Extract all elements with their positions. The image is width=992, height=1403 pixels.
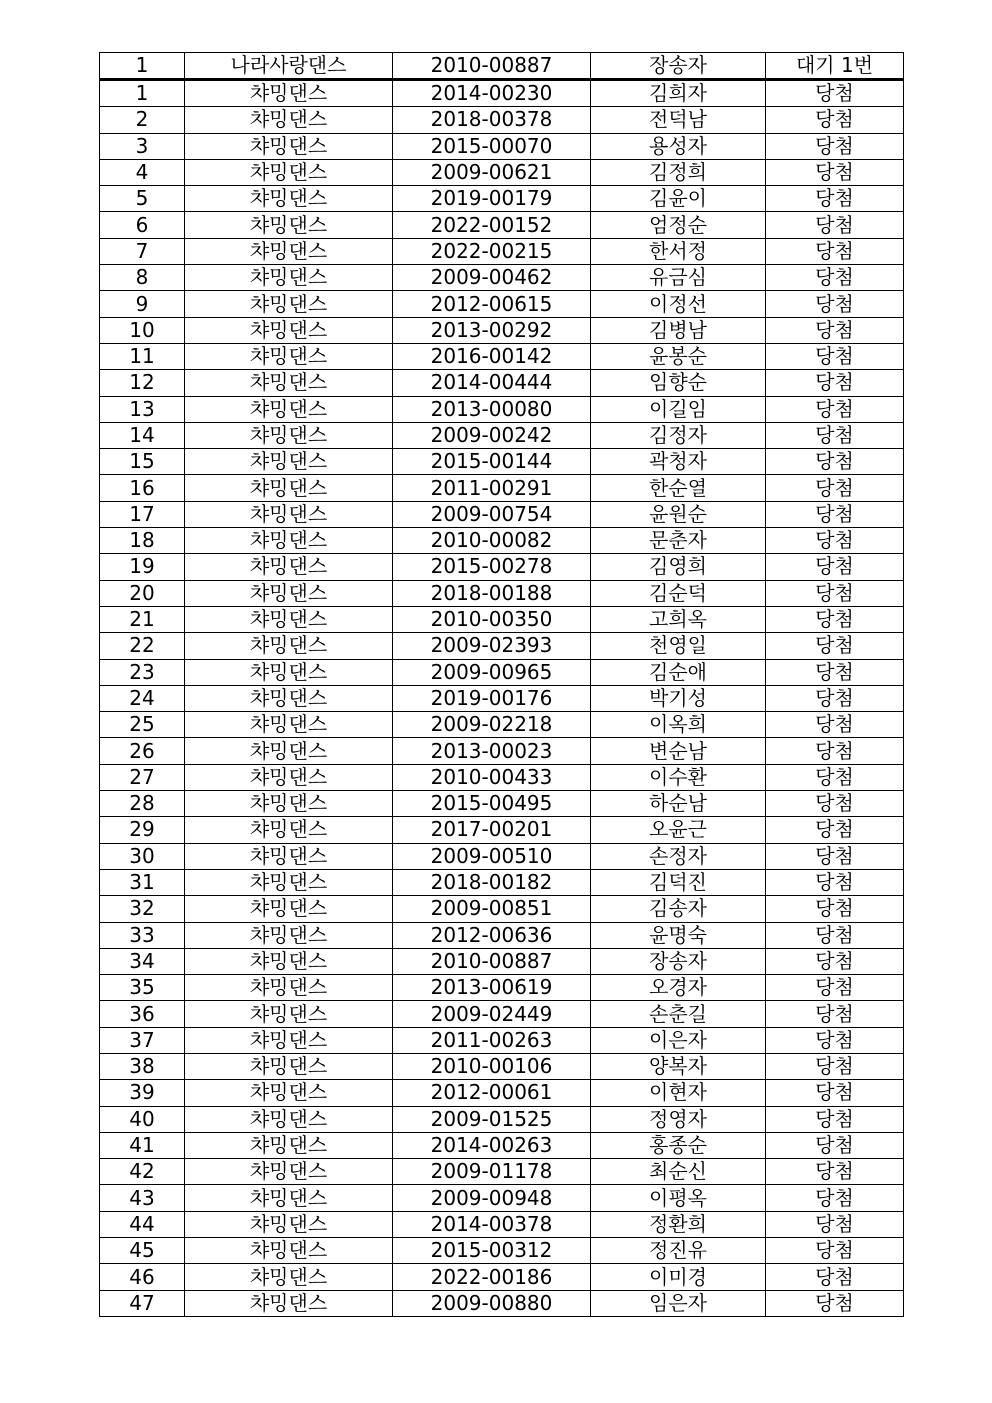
table-row	[100, 1159, 904, 1185]
cell-name: 김송자	[591, 896, 766, 922]
table-row	[100, 528, 904, 554]
cell-no: 35	[100, 975, 185, 1001]
table-row	[100, 948, 904, 974]
table-row	[100, 212, 904, 238]
cell-member-id: 2018-00188	[393, 580, 591, 606]
cell-no: 12	[100, 370, 185, 396]
cell-no: 38	[100, 1053, 185, 1079]
cell-no: 1	[100, 80, 185, 107]
table-row	[100, 1264, 904, 1290]
cell-name: 곽청자	[591, 449, 766, 475]
cell-club: 챠밍댄스	[185, 843, 393, 869]
cell-no: 17	[100, 501, 185, 527]
cell-club: 챠밍댄스	[185, 554, 393, 580]
cell-club: 챠밍댄스	[185, 1211, 393, 1237]
cell-name: 윤봉순	[591, 343, 766, 369]
cell-no: 33	[100, 922, 185, 948]
cell-member-id: 2015-00312	[393, 1238, 591, 1264]
cell-name: 오경자	[591, 975, 766, 1001]
cell-result: 당첨	[766, 738, 904, 764]
table-row	[100, 291, 904, 317]
cell-member-id: 2022-00215	[393, 238, 591, 264]
cell-member-id: 2013-00292	[393, 317, 591, 343]
cell-result: 당첨	[766, 554, 904, 580]
cell-result: 당첨	[766, 1211, 904, 1237]
cell-member-id: 2010-00887	[393, 53, 591, 80]
cell-no: 19	[100, 554, 185, 580]
cell-name: 하순남	[591, 791, 766, 817]
table-row	[100, 975, 904, 1001]
cell-result: 당첨	[766, 133, 904, 159]
cell-club: 챠밍댄스	[185, 606, 393, 632]
cell-member-id: 2010-00433	[393, 764, 591, 790]
cell-name: 윤원순	[591, 501, 766, 527]
cell-no: 30	[100, 843, 185, 869]
table-row	[100, 422, 904, 448]
cell-result: 당첨	[766, 265, 904, 291]
cell-name: 김순덕	[591, 580, 766, 606]
cell-name: 임향순	[591, 370, 766, 396]
cell-result: 당첨	[766, 1290, 904, 1316]
cell-name: 이옥희	[591, 712, 766, 738]
cell-result: 대기 1번	[766, 53, 904, 80]
cell-result: 당첨	[766, 791, 904, 817]
cell-club: 챠밍댄스	[185, 186, 393, 212]
cell-member-id: 2012-00615	[393, 291, 591, 317]
cell-result: 당첨	[766, 1185, 904, 1211]
cell-member-id: 2011-00263	[393, 1027, 591, 1053]
cell-no: 4	[100, 159, 185, 185]
waitlist-row	[100, 53, 904, 80]
cell-member-id: 2009-00510	[393, 843, 591, 869]
cell-member-id: 2010-00082	[393, 528, 591, 554]
cell-name: 유금심	[591, 265, 766, 291]
cell-name: 윤명숙	[591, 922, 766, 948]
cell-name: 이정선	[591, 291, 766, 317]
table-row	[100, 922, 904, 948]
table-row	[100, 449, 904, 475]
cell-no: 8	[100, 265, 185, 291]
cell-member-id: 2009-01178	[393, 1159, 591, 1185]
cell-no: 21	[100, 606, 185, 632]
table-row	[100, 1106, 904, 1132]
lottery-result-table	[99, 52, 904, 1317]
cell-no: 29	[100, 817, 185, 843]
cell-no: 39	[100, 1080, 185, 1106]
table-row	[100, 501, 904, 527]
cell-name: 정영자	[591, 1106, 766, 1132]
cell-result: 당첨	[766, 843, 904, 869]
cell-result: 당첨	[766, 896, 904, 922]
cell-member-id: 2009-00462	[393, 265, 591, 291]
cell-no: 20	[100, 580, 185, 606]
cell-no: 40	[100, 1106, 185, 1132]
cell-club: 챠밍댄스	[185, 317, 393, 343]
cell-name: 고희옥	[591, 606, 766, 632]
cell-name: 한서정	[591, 238, 766, 264]
cell-result: 당첨	[766, 948, 904, 974]
cell-no: 25	[100, 712, 185, 738]
cell-no: 2	[100, 107, 185, 133]
cell-member-id: 2009-00242	[393, 422, 591, 448]
cell-no: 7	[100, 238, 185, 264]
cell-member-id: 2013-00080	[393, 396, 591, 422]
table-row	[100, 343, 904, 369]
cell-name: 정진유	[591, 1238, 766, 1264]
cell-no: 6	[100, 212, 185, 238]
cell-member-id: 2014-00444	[393, 370, 591, 396]
cell-name: 김덕진	[591, 869, 766, 895]
cell-club: 챠밍댄스	[185, 238, 393, 264]
cell-member-id: 2022-00152	[393, 212, 591, 238]
cell-no: 34	[100, 948, 185, 974]
table-row	[100, 659, 904, 685]
cell-member-id: 2010-00106	[393, 1053, 591, 1079]
cell-result: 당첨	[766, 1053, 904, 1079]
table-row	[100, 186, 904, 212]
cell-club: 챠밍댄스	[185, 922, 393, 948]
cell-member-id: 2013-00023	[393, 738, 591, 764]
cell-member-id: 2011-00291	[393, 475, 591, 501]
cell-result: 당첨	[766, 422, 904, 448]
cell-club: 챠밍댄스	[185, 265, 393, 291]
table-row	[100, 159, 904, 185]
table-row	[100, 396, 904, 422]
cell-club: 챠밍댄스	[185, 975, 393, 1001]
cell-result: 당첨	[766, 869, 904, 895]
table-row	[100, 133, 904, 159]
cell-member-id: 2009-01525	[393, 1106, 591, 1132]
cell-name: 이길임	[591, 396, 766, 422]
cell-member-id: 2009-02218	[393, 712, 591, 738]
cell-club: 챠밍댄스	[185, 449, 393, 475]
cell-no: 24	[100, 685, 185, 711]
cell-result: 당첨	[766, 159, 904, 185]
cell-no: 26	[100, 738, 185, 764]
cell-club: 챠밍댄스	[185, 159, 393, 185]
cell-club: 챠밍댄스	[185, 1027, 393, 1053]
cell-club: 챠밍댄스	[185, 212, 393, 238]
cell-no: 16	[100, 475, 185, 501]
table-row	[100, 1211, 904, 1237]
cell-no: 43	[100, 1185, 185, 1211]
table-row	[100, 80, 904, 107]
cell-member-id: 2009-00948	[393, 1185, 591, 1211]
cell-result: 당첨	[766, 1132, 904, 1158]
cell-club: 챠밍댄스	[185, 817, 393, 843]
cell-result: 당첨	[766, 80, 904, 107]
cell-result: 당첨	[766, 975, 904, 1001]
table-row	[100, 633, 904, 659]
cell-no: 14	[100, 422, 185, 448]
table-row	[100, 1001, 904, 1027]
cell-member-id: 2018-00378	[393, 107, 591, 133]
cell-name: 김윤이	[591, 186, 766, 212]
cell-no: 27	[100, 764, 185, 790]
cell-club: 챠밍댄스	[185, 764, 393, 790]
table-row	[100, 1132, 904, 1158]
cell-name: 이평옥	[591, 1185, 766, 1211]
table-row	[100, 238, 904, 264]
table-row	[100, 370, 904, 396]
table-row	[100, 1080, 904, 1106]
cell-club: 챠밍댄스	[185, 396, 393, 422]
cell-result: 당첨	[766, 1264, 904, 1290]
cell-no: 47	[100, 1290, 185, 1316]
cell-member-id: 2012-00636	[393, 922, 591, 948]
cell-member-id: 2022-00186	[393, 1264, 591, 1290]
cell-member-id: 2016-00142	[393, 343, 591, 369]
cell-club: 챠밍댄스	[185, 1159, 393, 1185]
cell-result: 당첨	[766, 1238, 904, 1264]
cell-no: 15	[100, 449, 185, 475]
cell-no: 45	[100, 1238, 185, 1264]
cell-name: 이은자	[591, 1027, 766, 1053]
cell-name: 박기성	[591, 685, 766, 711]
cell-club: 챠밍댄스	[185, 1053, 393, 1079]
cell-member-id: 2014-00263	[393, 1132, 591, 1158]
cell-result: 당첨	[766, 922, 904, 948]
cell-club: 챠밍댄스	[185, 422, 393, 448]
cell-member-id: 2009-00754	[393, 501, 591, 527]
cell-no: 1	[100, 53, 185, 80]
cell-name: 한순열	[591, 475, 766, 501]
cell-name: 임은자	[591, 1290, 766, 1316]
cell-result: 당첨	[766, 291, 904, 317]
cell-club: 챠밍댄스	[185, 370, 393, 396]
cell-name: 장송자	[591, 53, 766, 80]
cell-result: 당첨	[766, 606, 904, 632]
cell-club: 챠밍댄스	[185, 528, 393, 554]
cell-member-id: 2009-00851	[393, 896, 591, 922]
cell-member-id: 2014-00230	[393, 80, 591, 107]
cell-member-id: 2015-00495	[393, 791, 591, 817]
cell-result: 당첨	[766, 370, 904, 396]
cell-result: 당첨	[766, 107, 904, 133]
cell-member-id: 2019-00179	[393, 186, 591, 212]
cell-member-id: 2009-02449	[393, 1001, 591, 1027]
cell-result: 당첨	[766, 212, 904, 238]
table-row	[100, 791, 904, 817]
cell-result: 당첨	[766, 1106, 904, 1132]
cell-club: 챠밍댄스	[185, 633, 393, 659]
cell-result: 당첨	[766, 580, 904, 606]
table-row	[100, 817, 904, 843]
table-row	[100, 869, 904, 895]
table-row	[100, 1185, 904, 1211]
cell-member-id: 2019-00176	[393, 685, 591, 711]
cell-result: 당첨	[766, 1027, 904, 1053]
cell-club: 챠밍댄스	[185, 580, 393, 606]
cell-no: 42	[100, 1159, 185, 1185]
cell-club: 챠밍댄스	[185, 869, 393, 895]
cell-name: 오윤근	[591, 817, 766, 843]
table-row	[100, 606, 904, 632]
cell-name: 최순신	[591, 1159, 766, 1185]
cell-result: 당첨	[766, 449, 904, 475]
cell-club: 챠밍댄스	[185, 1185, 393, 1211]
cell-no: 13	[100, 396, 185, 422]
cell-result: 당첨	[766, 343, 904, 369]
cell-member-id: 2017-00201	[393, 817, 591, 843]
cell-result: 당첨	[766, 659, 904, 685]
cell-no: 23	[100, 659, 185, 685]
table-row	[100, 317, 904, 343]
cell-club: 챠밍댄스	[185, 1290, 393, 1316]
cell-name: 김정희	[591, 159, 766, 185]
cell-name: 김정자	[591, 422, 766, 448]
table-row	[100, 764, 904, 790]
cell-no: 11	[100, 343, 185, 369]
cell-result: 당첨	[766, 633, 904, 659]
cell-club: 챠밍댄스	[185, 107, 393, 133]
cell-member-id: 2009-00621	[393, 159, 591, 185]
table-row	[100, 1238, 904, 1264]
cell-club: 챠밍댄스	[185, 685, 393, 711]
cell-member-id: 2015-00070	[393, 133, 591, 159]
cell-club: 챠밍댄스	[185, 1238, 393, 1264]
cell-name: 전덕남	[591, 107, 766, 133]
cell-no: 37	[100, 1027, 185, 1053]
cell-result: 당첨	[766, 396, 904, 422]
cell-club: 챠밍댄스	[185, 738, 393, 764]
table-row	[100, 712, 904, 738]
table-row	[100, 1027, 904, 1053]
cell-no: 46	[100, 1264, 185, 1290]
cell-name: 천영일	[591, 633, 766, 659]
cell-name: 김병남	[591, 317, 766, 343]
cell-name: 홍종순	[591, 1132, 766, 1158]
cell-member-id: 2009-00880	[393, 1290, 591, 1316]
cell-name: 이현자	[591, 1080, 766, 1106]
cell-no: 9	[100, 291, 185, 317]
cell-club: 챠밍댄스	[185, 948, 393, 974]
cell-no: 31	[100, 869, 185, 895]
cell-result: 당첨	[766, 475, 904, 501]
cell-result: 당첨	[766, 238, 904, 264]
table-row	[100, 265, 904, 291]
cell-name: 문춘자	[591, 528, 766, 554]
cell-result: 당첨	[766, 712, 904, 738]
cell-result: 당첨	[766, 1159, 904, 1185]
cell-no: 10	[100, 317, 185, 343]
table-row	[100, 843, 904, 869]
cell-no: 5	[100, 186, 185, 212]
table-row	[100, 107, 904, 133]
cell-member-id: 2014-00378	[393, 1211, 591, 1237]
cell-club: 챠밍댄스	[185, 712, 393, 738]
cell-name: 김순애	[591, 659, 766, 685]
cell-name: 이수환	[591, 764, 766, 790]
cell-no: 28	[100, 791, 185, 817]
cell-member-id: 2013-00619	[393, 975, 591, 1001]
table-body	[100, 53, 904, 1317]
cell-result: 당첨	[766, 1001, 904, 1027]
cell-name: 손정자	[591, 843, 766, 869]
cell-club: 챠밍댄스	[185, 1132, 393, 1158]
cell-result: 당첨	[766, 817, 904, 843]
cell-result: 당첨	[766, 685, 904, 711]
cell-no: 36	[100, 1001, 185, 1027]
cell-club: 챠밍댄스	[185, 475, 393, 501]
cell-no: 32	[100, 896, 185, 922]
cell-name: 김희자	[591, 80, 766, 107]
cell-name: 정환희	[591, 1211, 766, 1237]
cell-result: 당첨	[766, 186, 904, 212]
cell-name: 장송자	[591, 948, 766, 974]
cell-name: 손춘길	[591, 1001, 766, 1027]
cell-name: 김영희	[591, 554, 766, 580]
table-row	[100, 1290, 904, 1316]
cell-result: 당첨	[766, 764, 904, 790]
cell-club: 챠밍댄스	[185, 896, 393, 922]
cell-member-id: 2009-00965	[393, 659, 591, 685]
cell-name: 양복자	[591, 1053, 766, 1079]
cell-member-id: 2009-02393	[393, 633, 591, 659]
cell-club: 챠밍댄스	[185, 1001, 393, 1027]
cell-no: 22	[100, 633, 185, 659]
table-row	[100, 896, 904, 922]
cell-no: 3	[100, 133, 185, 159]
cell-club: 챠밍댄스	[185, 133, 393, 159]
cell-member-id: 2018-00182	[393, 869, 591, 895]
cell-club: 챠밍댄스	[185, 291, 393, 317]
cell-club: 챠밍댄스	[185, 659, 393, 685]
cell-name: 이미경	[591, 1264, 766, 1290]
table-row	[100, 738, 904, 764]
cell-name: 변순남	[591, 738, 766, 764]
cell-member-id: 2015-00278	[393, 554, 591, 580]
cell-member-id: 2010-00887	[393, 948, 591, 974]
cell-result: 당첨	[766, 1080, 904, 1106]
cell-club: 챠밍댄스	[185, 1080, 393, 1106]
cell-result: 당첨	[766, 501, 904, 527]
cell-club: 챠밍댄스	[185, 343, 393, 369]
cell-result: 당첨	[766, 528, 904, 554]
table-row	[100, 475, 904, 501]
cell-club: 챠밍댄스	[185, 791, 393, 817]
cell-name: 엄정순	[591, 212, 766, 238]
cell-club: 챠밍댄스	[185, 1106, 393, 1132]
cell-club: 챠밍댄스	[185, 1264, 393, 1290]
cell-no: 41	[100, 1132, 185, 1158]
cell-member-id: 2015-00144	[393, 449, 591, 475]
cell-member-id: 2012-00061	[393, 1080, 591, 1106]
cell-name: 용성자	[591, 133, 766, 159]
table-row	[100, 554, 904, 580]
cell-result: 당첨	[766, 317, 904, 343]
cell-member-id: 2010-00350	[393, 606, 591, 632]
table-row	[100, 580, 904, 606]
cell-club: 나라사랑댄스	[185, 53, 393, 80]
cell-club: 챠밍댄스	[185, 80, 393, 107]
table-row	[100, 685, 904, 711]
cell-club: 챠밍댄스	[185, 501, 393, 527]
cell-no: 44	[100, 1211, 185, 1237]
cell-no: 18	[100, 528, 185, 554]
table-row	[100, 1053, 904, 1079]
